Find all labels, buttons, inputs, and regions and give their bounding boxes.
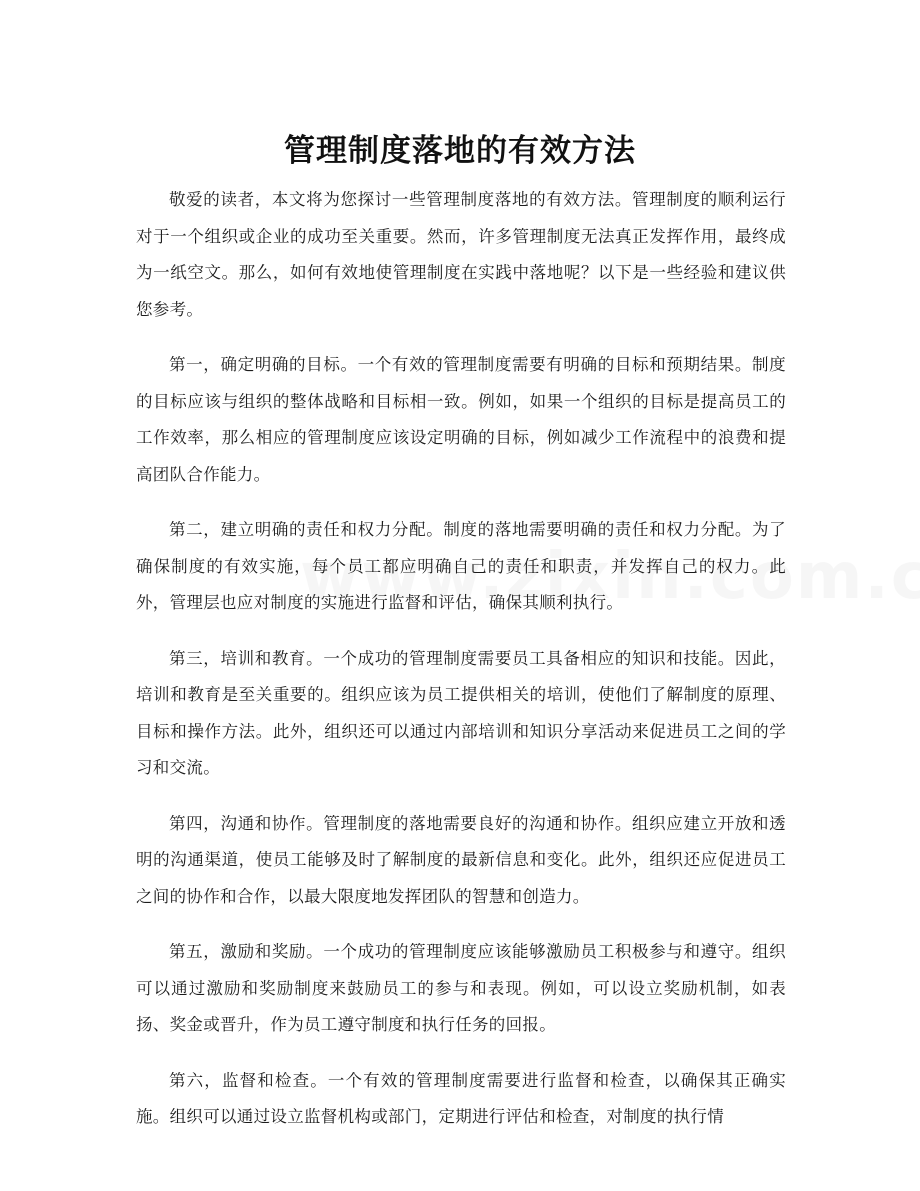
paragraph-sixth: 第六，监督和检查。一个有效的管理制度需要进行监督和检查，以确保其正确实施。组织可以通过设立监督机构或部门，定期进行评估和检查，对制度的执行情 [136, 1070, 786, 1126]
paragraph-fifth: 第五，激励和奖励。一个成功的管理制度应该能够激励员工积极参与和遵守。组织可以通过激励和奖励制度来鼓励员工的参与和表现。例如，可以设立奖励机制，如表扬、奖金或晋升，作为员工遵守制度和执行任务的回报。 [136, 942, 786, 1034]
paragraph-first: 第一，确定明确的目标。一个有效的管理制度需要有明确的目标和预期结果。制度的目标应该与组织的整体战略和目标相一致。例如，如果一个组织的目标是提高员工的工作效率，那么相应的管理制度应该设定明确的目标，例如减少工作流程中的浪费和提高团队合作能力。 [136, 355, 786, 484]
paragraph-third: 第三，培训和教育。一个成功的管理制度需要员工具备相应的知识和技能。因此，培训和教育是至关重要的。组织应该为员工提供相关的培训，使他们了解制度的原理、目标和操作方法。此外，组织还可以通过内部培训和知识分享活动来促进员工之间的学习和交流。 [136, 648, 786, 777]
paragraph-intro: 敬爱的读者，本文将为您探讨一些管理制度落地的有效方法。管理制度的顺利运行对于一个组织或企业的成功至关重要。然而，许多管理制度无法真正发挥作用，最终成为一纸空文。那么，如何有效地使管理制度在实践中落地呢？以下是一些经验和建议供您参考。 [136, 190, 786, 319]
document-body [136, 182, 786, 1155]
paragraph-fourth: 第四，沟通和协作。管理制度的落地需要良好的沟通和协作。组织应建立开放和透明的沟通渠道，使员工能够及时了解制度的最新信息和变化。此外，组织还应促进员工之间的协作和合作，以最大限度地发挥团队的智慧和创造力。 [136, 813, 786, 906]
document-title: 管理制度落地的有效方法 [284, 132, 636, 169]
paragraph-second: 第二，建立明确的责任和权力分配。制度的落地需要明确的责任和权力分配。为了确保制度的有效实施，每个员工都应明确自己的责任和职责，并发挥自己的权力。此外，管理层也应对制度的实施进行监督和评估，确保其顺利执行。 [136, 520, 786, 612]
